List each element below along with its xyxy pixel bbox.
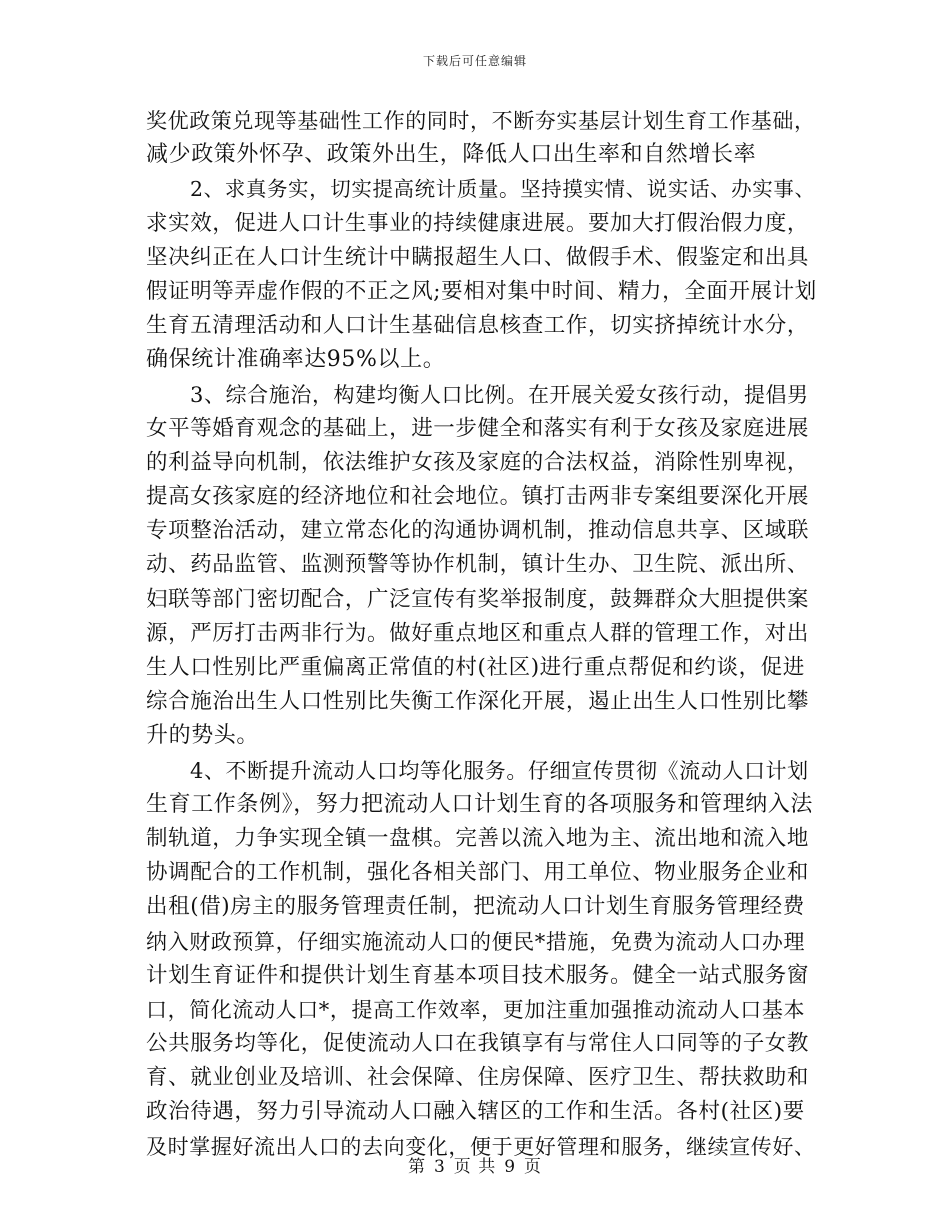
text-line: 的利益导向机制，依法维护女孩及家庭的合法权益，消除性别卑视， xyxy=(146,449,810,475)
text-line: 口，简化流动人口*，提高工作效率，更加注重加强推动流动人口基本 xyxy=(146,997,806,1022)
document-body xyxy=(146,104,818,1164)
page-header: 下载后可任意编辑 xyxy=(422,54,527,68)
page-footer xyxy=(0,1152,950,1177)
text-line: 3、综合施治，构建均衡人口比例。在开展关爱女孩行动，提倡男 xyxy=(190,382,809,407)
text-line: 公共服务均等化，促使流动人口在我镇享有与常住人口同等的子女教 xyxy=(146,1031,810,1057)
text-line: 奖优政策兑现等基础性工作的同时，不断夯实基层计划生育工作基础， xyxy=(146,109,816,133)
text-line: 提高女孩家庭的经济地位和社会地位。镇打击两非专案组要深化开展 xyxy=(146,484,810,510)
footer-total-pages: 9 xyxy=(504,1157,517,1177)
text-line: 坚决纠正在人口计生统计中瞒报超生人口、做假手术、假鉴定和出具 xyxy=(146,244,810,270)
text-line: 求实效，促进人口计生事业的持续健康进展。要加大打假治假力度， xyxy=(146,210,810,236)
text-line: 4、不断提升流动人口均等化服务。仔细宣传贯彻《流动人口计划 xyxy=(190,758,809,783)
text-line: 确保统计准确率达95%以上。 xyxy=(146,347,446,373)
text-line: 生育工作条例》，努力把流动人口计划生育的各项服务和管理纳入法 xyxy=(146,791,814,817)
text-line: 协调配合的工作机制，强化各相关部门、用工单位、物业服务企业和 xyxy=(146,860,810,886)
text-line: 纳入财政预算，仔细实施流动人口的便民*措施，免费为流动人口办理 xyxy=(146,929,806,954)
text-line: 减少政策外怀孕、政策外出生，降低人口出生率和自然增长率 xyxy=(146,142,757,168)
text-line: 及时掌握好流出人口的去向变化，便于更好管理和服务，继续宣传好、 xyxy=(146,1134,816,1159)
text-line: 综合施治出生人口性别比失衡工作深化开展，遏止出生人口性别比攀 xyxy=(146,689,810,715)
text-line: 计划生育证件和提供计划生育基本项目技术服务。健全一站式服务窗 xyxy=(146,962,810,988)
footer-current-page: 3 xyxy=(433,1157,446,1177)
text-line: 育、就业创业及培训、社会保障、住房保障、医疗卫生、帮扶救助和 xyxy=(146,1065,810,1091)
text-line: 源，严厉打击两非行为。做好重点地区和重点人群的管理工作，对出 xyxy=(146,620,810,646)
text-line: 女平等婚育观念的基础上，进一步健全和落实有利于女孩及家庭进展 xyxy=(146,415,810,441)
text-line: 专项整治活动，建立常态化的沟通协调机制，推动信息共享、区域联 xyxy=(146,518,810,544)
text-line: 2、求真务实，切实提高统计质量。坚持摸实情、说实话、办实事、 xyxy=(190,177,816,202)
text-line: 出租(借)房主的服务管理责任制，把流动人口计划生育服务管理经费 xyxy=(146,894,805,920)
text-line: 妇联等部门密切配合，广泛宣传有奖举报制度，鼓舞群众大胆提供案 xyxy=(146,586,810,612)
text-line: 假证明等弄虚作假的不正之风;要相对集中时间、精力，全面开展计划 xyxy=(146,278,817,304)
text-line: 升的势头。 xyxy=(146,723,260,749)
text-line: 生育五清理活动和人口计生基础信息核查工作，切实挤掉统计水分， xyxy=(146,313,810,339)
text-line: 政治待遇，努力引导流动人口融入辖区的工作和生活。各村(社区)要 xyxy=(146,1099,805,1125)
footer-suffix: 页 xyxy=(524,1157,543,1177)
text-line: 制轨道，力争实现全镇一盘棋。完善以流入地为主、流出地和流入地 xyxy=(146,825,810,851)
text-line: 生人口性别比严重偏离正常值的村(社区)进行重点帮促和约谈，促进 xyxy=(146,655,805,680)
footer-middle: 页 共 xyxy=(453,1157,497,1177)
text-line: 动、药品监管、监测预警等协作机制，镇计生办、卫生院、派出所、 xyxy=(146,552,810,578)
footer-prefix: 第 xyxy=(407,1157,426,1177)
